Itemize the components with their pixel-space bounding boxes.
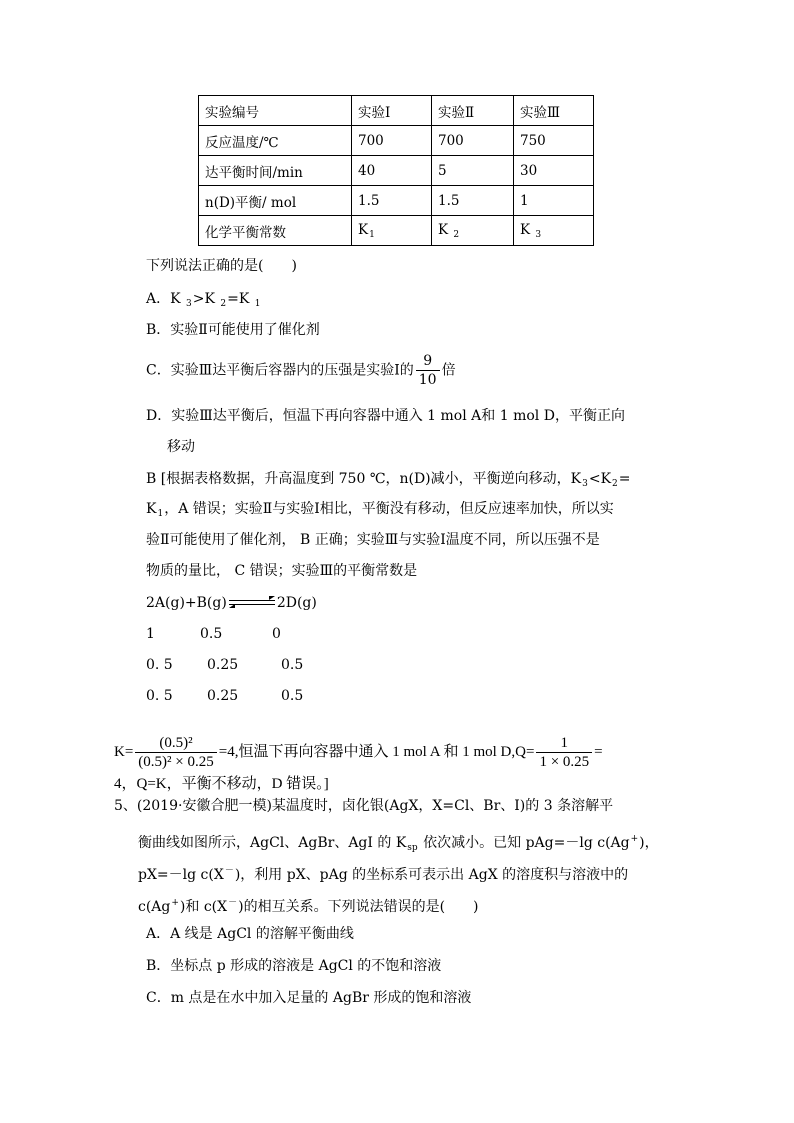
question-5-line: 5、(2019·安徽合肥一模)某温度时，卤化银(AgX，X=Cl、Br、I)的 3 条溶解平 [114,798,614,814]
analysis-line: 验Ⅱ可能使用了催化剂， B 正确；实验Ⅲ与实验Ⅰ温度不同，所以压强不是 [146,532,600,548]
table-cell: n(D)平衡/ mol [199,186,352,216]
denominator: 10 [416,370,440,389]
subscript: 2 [612,479,618,489]
table-cell: 5 [432,156,514,186]
text: B [根据表格数据，升高温度到 750 ℃，n(D)减小，平衡逆向移动，K [146,471,582,487]
question-5-option-a: A．A 线是 AgCl 的溶解平衡曲线 [146,926,354,942]
text: c(Ag [138,899,171,915]
option-d-cont: 移动 [167,439,195,455]
ice-row-equilibrium [281,686,303,706]
subscript: sp [407,843,418,853]
numerator: 1 [560,735,569,752]
table-header-row [199,96,594,126]
value: 0.25 [207,657,239,673]
k-subscript: 2 [453,229,460,240]
text: )和 c(X [179,899,228,915]
table-row [199,126,594,156]
equilibrium-arrow-icon [229,598,275,608]
k-subscript: 1 [369,229,375,240]
ice-row-start [272,624,281,644]
table-cell [432,216,514,246]
question-5-option-b: B．坐标点 p 形成的溶液是 AgCl 的不饱和溶液 [146,958,442,974]
analysis-line: 物质的量比， C 错误；实验Ⅲ的平衡常数是 [146,563,418,579]
k-symbol: K [358,221,369,238]
ice-row-change [207,655,238,675]
fraction [416,352,440,389]
question-5-line [138,861,628,885]
denominator: 1 × 0.25 [536,752,592,771]
ice-row-change [146,655,173,675]
ice-row-equilibrium [146,686,173,706]
text: )， [639,835,659,851]
ice-row-change [281,655,303,675]
table-cell: 750 [514,126,594,156]
table-row [199,216,594,246]
text: K= [114,744,134,760]
table-header-cell: 实验Ⅱ [432,96,514,126]
table-header-cell: 实验编号 [199,96,352,126]
value: 0.5 [281,688,304,704]
subscript: 2 [220,299,227,309]
question-stem: 下列说法正确的是( ) [146,258,297,274]
table-cell: 1 [514,186,594,216]
table-cell: 40 [352,156,432,186]
reactants: 2A(g)+B(g) [146,595,227,611]
text: K [146,501,157,517]
analysis-line [146,469,631,494]
value: 0.25 [207,688,239,704]
numerator: 9 [423,353,433,369]
table-cell: 30 [514,156,594,186]
subscript: 3 [582,479,588,489]
experiment-table [198,95,594,246]
text: )的相互关系。下列说法错误的是( ) [238,899,479,915]
table-cell: 达平衡时间/min [199,156,352,186]
value: 0. 5 [146,657,173,673]
table-cell: 1.5 [432,186,514,216]
value: 1 [146,626,155,642]
ice-row-start [200,624,222,644]
question-5-option-c: C．m 点是在水中加入足量的 AgBr 形成的饱和溶液 [146,990,472,1006]
k-symbol: K [438,221,453,238]
k-calculation [114,722,714,782]
text: pX=－lg c(X [138,867,224,883]
question-5-line [138,829,659,858]
text: C．实验Ⅲ达平衡后容器内的压强是实验Ⅰ的 [146,362,414,379]
k-symbol: K [520,221,535,238]
superscript: + [171,898,179,908]
ice-row-equilibrium [207,686,238,706]
table-cell [514,216,594,246]
text: >K [192,291,220,307]
subscript: 3 [186,299,192,309]
table-cell [352,216,432,246]
k-subscript: 3 [535,229,542,240]
superscript: + [630,834,639,844]
text: =K [227,291,254,307]
option-b: B．实验Ⅱ可能使用了催化剂 [146,322,320,338]
table-cell: 1.5 [352,186,432,216]
text: =4,恒温下再向容器中通入 1 mol A 和 1 mol D,Q= [218,744,535,760]
text: 衡曲线如图所示，AgCl、AgBr、AgI 的 K [138,835,407,851]
table-row [199,186,594,216]
analysis-line [146,499,614,524]
subscript: 1 [254,299,261,309]
superscript: － [228,898,238,908]
superscript: － [224,866,234,876]
numerator: (0.5)² [159,735,193,752]
denominator: (0.5)² × 0.25 [135,752,216,771]
subscript: 1 [157,509,164,519]
table-cell: 化学平衡常数 [199,216,352,246]
text: 依次减小。已知 pAg=－lg c(Ag [418,835,630,851]
k-conclusion: 4，Q=K，平衡不移动，D 错误。] [114,776,329,792]
value: 0. 5 [146,688,173,704]
value: 0 [272,626,281,642]
text: = [594,744,603,760]
value: 0.5 [200,626,223,642]
table-cell: 700 [432,126,514,156]
table-row [199,156,594,186]
products: 2D(g) [276,595,317,611]
text: = [618,471,631,487]
text: )，利用 pX、pAg 的坐标系可表示出 AgX 的溶度积与溶液中的 [234,867,629,883]
text: ，A 错误；实验Ⅱ与实验Ⅰ相比，平衡没有移动，但反应速率加快，所以实 [164,501,614,517]
table-cell: 700 [352,126,432,156]
question-5-line [138,893,479,917]
text: 倍 [441,362,456,379]
table-header-cell: 实验Ⅰ [352,96,432,126]
text: A．K [146,291,186,307]
option-c [146,352,456,389]
text: <K [588,471,612,487]
value: 0.5 [281,657,304,673]
option-d: D．实验Ⅲ达平衡后，恒温下再向容器中通入 1 mol A和 1 mol D，平衡正向 [146,408,625,424]
option-a [146,289,262,314]
table-cell: 反应温度/℃ [199,126,352,156]
table-header-cell: 实验Ⅲ [514,96,594,126]
reaction-equation [146,593,317,613]
fraction [536,734,592,771]
ice-row-start [146,624,155,644]
fraction [135,734,216,771]
